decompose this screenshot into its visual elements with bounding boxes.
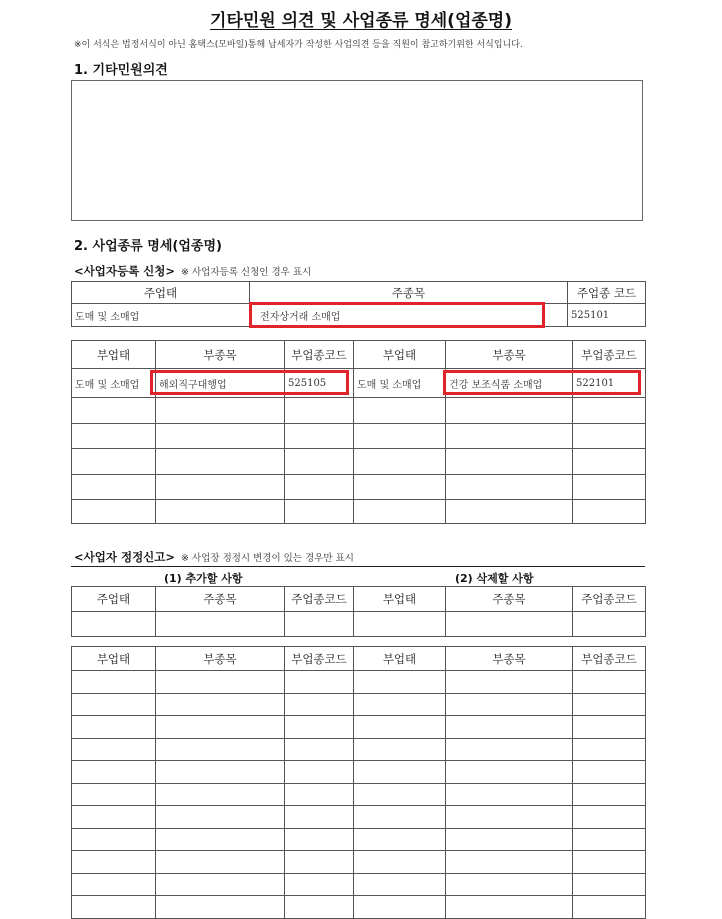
table-row	[72, 896, 646, 919]
header-main-item: 주종목	[446, 587, 573, 612]
header-sub-item: 부종목	[156, 341, 285, 369]
table-cell[interactable]	[446, 475, 573, 500]
header-sub-business-type: 부업태	[354, 341, 446, 369]
table-cell[interactable]	[354, 828, 446, 851]
table-cell[interactable]	[72, 828, 156, 851]
table-cell[interactable]	[285, 693, 354, 716]
header-main-business-type: 부업태	[354, 587, 446, 612]
form-notice: ※이 서식은 법정서식이 아닌 홈택스(모바일)통해 납세자가 작성한 사업의견 등을 직원이 참고하기위한 서식입니다.	[74, 40, 523, 50]
table-cell[interactable]	[354, 716, 446, 739]
table-cell[interactable]	[72, 500, 156, 524]
table-cell[interactable]	[446, 828, 573, 851]
table-cell[interactable]	[285, 873, 354, 896]
table-cell[interactable]	[72, 398, 156, 424]
table-cell[interactable]	[156, 738, 285, 761]
table-cell[interactable]	[446, 896, 573, 919]
table-cell[interactable]	[573, 716, 646, 739]
table-cell[interactable]	[446, 716, 573, 739]
table-cell[interactable]	[72, 873, 156, 896]
header-sub-item: 부종목	[156, 647, 285, 671]
table-cell[interactable]	[285, 500, 354, 524]
table-cell[interactable]	[72, 761, 156, 784]
table-cell[interactable]	[285, 475, 354, 500]
table-cell[interactable]	[354, 449, 446, 475]
table-row	[72, 693, 646, 716]
table-cell[interactable]	[354, 424, 446, 449]
table-cell[interactable]	[285, 896, 354, 919]
table-row	[72, 828, 646, 851]
correction-rows	[72, 671, 646, 919]
table-cell[interactable]	[156, 475, 285, 500]
table-cell[interactable]	[285, 424, 354, 449]
header-main-item: 주종목	[250, 282, 568, 304]
section2-title: 2. 사업종류 명세(업종명)	[74, 239, 222, 254]
table-cell[interactable]	[446, 671, 573, 694]
table-cell[interactable]	[285, 738, 354, 761]
table-cell[interactable]	[573, 873, 646, 896]
table-cell[interactable]	[446, 873, 573, 896]
registration-label: <사업자등록 신청> ※ 사업자등록 신청인 경우 표시	[74, 264, 312, 278]
table-cell[interactable]	[285, 761, 354, 784]
table-cell[interactable]	[354, 873, 446, 896]
table-cell[interactable]	[573, 896, 646, 919]
header-sub-business-type: 부업태	[354, 647, 446, 671]
header-sub-code: 부업종코드	[285, 341, 354, 369]
table-cell[interactable]	[446, 449, 573, 475]
table-cell[interactable]	[446, 693, 573, 716]
table-cell[interactable]	[573, 693, 646, 716]
table-cell[interactable]	[446, 806, 573, 829]
table-cell[interactable]	[573, 738, 646, 761]
page-title: 기타민원 의견 및 사업종류 명세(업종명)	[210, 11, 512, 31]
table-cell[interactable]	[285, 671, 354, 694]
table-cell[interactable]	[285, 398, 354, 424]
table-row	[72, 671, 646, 694]
section1-title: 1. 기타민원의견	[74, 63, 168, 78]
table-cell[interactable]	[573, 612, 646, 637]
header-sub-item: 부종목	[446, 341, 573, 369]
table-cell[interactable]	[72, 612, 156, 637]
header-sub-business-type: 부업태	[72, 647, 156, 671]
registration-main-table	[71, 281, 646, 327]
table-cell[interactable]	[285, 806, 354, 829]
header-main-business-type: 주업태	[72, 282, 250, 304]
add-section-title: (1) 추가할 사항	[164, 572, 243, 585]
table-row	[72, 716, 646, 739]
table-row	[72, 806, 646, 829]
header-main-item: 주종목	[156, 587, 285, 612]
table-cell[interactable]: 해외직구대행업	[156, 369, 285, 398]
divider	[71, 566, 645, 567]
table-cell[interactable]	[72, 738, 156, 761]
table-cell[interactable]	[446, 851, 573, 874]
table-cell[interactable]	[354, 671, 446, 694]
table-cell[interactable]	[354, 851, 446, 874]
table-cell[interactable]	[354, 500, 446, 524]
main-code-cell[interactable]: 525101	[568, 304, 646, 327]
table-cell[interactable]	[72, 475, 156, 500]
table-cell[interactable]	[573, 475, 646, 500]
table-row	[72, 738, 646, 761]
table-cell[interactable]	[573, 500, 646, 524]
table-cell[interactable]	[446, 783, 573, 806]
table-row	[72, 783, 646, 806]
table-cell[interactable]	[573, 851, 646, 874]
table-cell[interactable]	[573, 449, 646, 475]
table-cell[interactable]	[573, 761, 646, 784]
table-cell[interactable]	[573, 424, 646, 449]
table-cell[interactable]	[156, 424, 285, 449]
table-cell[interactable]	[354, 398, 446, 424]
table-cell[interactable]	[156, 398, 285, 424]
delete-section-title: (2) 삭제할 사항	[455, 572, 534, 585]
table-cell[interactable]	[354, 693, 446, 716]
table-cell[interactable]	[285, 716, 354, 739]
table-cell[interactable]	[72, 783, 156, 806]
table-cell[interactable]	[354, 475, 446, 500]
table-cell[interactable]	[156, 500, 285, 524]
table-cell[interactable]: 522101	[573, 369, 646, 398]
correction-sub-table	[71, 646, 646, 919]
table-cell[interactable]	[354, 738, 446, 761]
correction-label: <사업자 정정신고> ※ 사업장 정정시 변경이 있는 경우만 표시	[74, 550, 354, 564]
table-cell[interactable]	[354, 612, 446, 637]
header-sub-code: 부업종코드	[573, 647, 646, 671]
table-row	[72, 761, 646, 784]
table-cell[interactable]	[285, 612, 354, 637]
table-row	[72, 851, 646, 874]
table-cell[interactable]	[72, 896, 156, 919]
table-cell[interactable]	[285, 828, 354, 851]
table-cell[interactable]	[72, 693, 156, 716]
opinion-textarea[interactable]	[71, 80, 643, 221]
table-cell[interactable]	[446, 398, 573, 424]
table-cell[interactable]	[285, 851, 354, 874]
table-cell[interactable]	[354, 783, 446, 806]
table-cell[interactable]: 도매 및 소매업	[72, 369, 156, 398]
table-cell[interactable]	[573, 671, 646, 694]
table-cell[interactable]	[156, 851, 285, 874]
table-cell[interactable]	[446, 612, 573, 637]
registration-note: ※ 사업자등록 신청인 경우 표시	[181, 267, 312, 278]
correction-main-table	[71, 586, 646, 637]
table-cell[interactable]	[72, 671, 156, 694]
main-item-cell[interactable]: 전자상거래 소매업	[250, 304, 568, 327]
table-cell[interactable]	[156, 828, 285, 851]
table-cell[interactable]	[156, 761, 285, 784]
table-cell[interactable]	[156, 806, 285, 829]
table-cell[interactable]	[446, 761, 573, 784]
table-cell[interactable]: 525105	[285, 369, 354, 398]
header-main-business-type: 주업태	[72, 587, 156, 612]
header-sub-code: 부업종코드	[573, 341, 646, 369]
correction-note: ※ 사업장 정정시 변경이 있는 경우만 표시	[181, 553, 354, 564]
table-cell[interactable]	[354, 806, 446, 829]
main-business-type-cell[interactable]: 도매 및 소매업	[72, 304, 250, 327]
table-cell[interactable]	[72, 424, 156, 449]
table-cell[interactable]	[446, 424, 573, 449]
table-cell[interactable]	[156, 671, 285, 694]
table-cell[interactable]	[354, 896, 446, 919]
header-sub-code: 부업종코드	[285, 647, 354, 671]
table-cell[interactable]	[72, 449, 156, 475]
table-row	[72, 873, 646, 896]
table-cell[interactable]	[573, 828, 646, 851]
table-cell[interactable]	[156, 896, 285, 919]
header-sub-item: 부종목	[446, 647, 573, 671]
table-cell[interactable]	[354, 761, 446, 784]
table-cell[interactable]	[285, 783, 354, 806]
table-cell[interactable]	[573, 806, 646, 829]
table-cell[interactable]	[156, 693, 285, 716]
table-cell[interactable]	[573, 398, 646, 424]
table-cell[interactable]	[446, 500, 573, 524]
registration-sub-table	[71, 340, 646, 524]
table-cell[interactable]	[72, 716, 156, 739]
table-cell[interactable]	[446, 738, 573, 761]
header-sub-business-type: 부업태	[72, 341, 156, 369]
table-cell[interactable]	[285, 449, 354, 475]
table-cell[interactable]: 도매 및 소매업	[354, 369, 446, 398]
table-cell[interactable]	[156, 716, 285, 739]
table-cell[interactable]	[156, 873, 285, 896]
header-main-code: 주업종 코드	[568, 282, 646, 304]
table-cell[interactable]: 건강 보조식품 소매업	[446, 369, 573, 398]
table-cell[interactable]	[72, 806, 156, 829]
header-main-code: 주업종코드	[285, 587, 354, 612]
table-cell[interactable]	[156, 612, 285, 637]
header-main-code: 주업종코드	[573, 587, 646, 612]
table-cell[interactable]	[72, 851, 156, 874]
table-cell[interactable]	[156, 783, 285, 806]
table-cell[interactable]	[156, 449, 285, 475]
table-cell[interactable]	[573, 783, 646, 806]
